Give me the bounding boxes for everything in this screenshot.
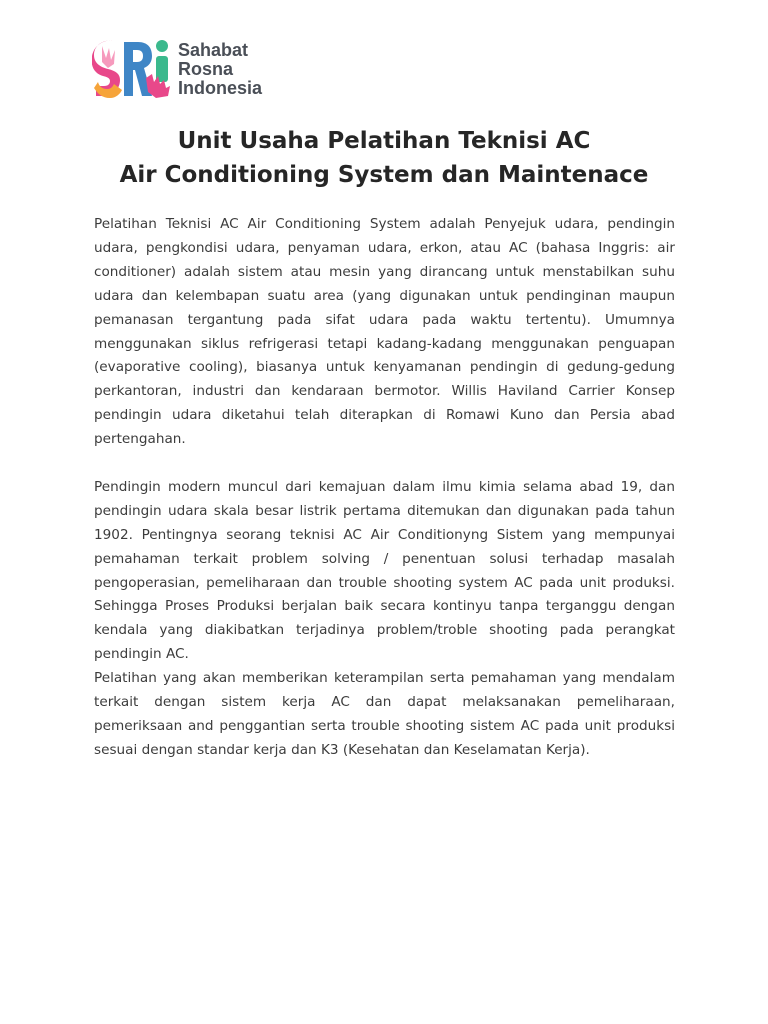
title-line-2: Air Conditioning System dan Maintenace — [119, 162, 649, 188]
logo-name-line-3: Indonesia — [178, 77, 263, 98]
document-title — [0, 124, 768, 192]
title-line-1: Unit Usaha Pelatihan Teknisi AC — [177, 128, 591, 154]
logo-name-line-2: Rosna — [178, 58, 234, 79]
paragraph-2: Pendingin modern muncul dari kemajuan dalam ilmu kimia selama abad 19, dan pendingin udara skala besar listrik pertama ditemukan dan digunakan pada tahun 1902. Pentingnya seorang teknisi AC Air Conditionyng Sistem yang mempunyai pemahaman terkait problem solving / penentuan solusi terhadap masalah pengoperasian, pemeliharaan dan trouble shooting system AC pada unit produksi. Sehingga Proses Produksi berjalan baik secara kontinyu tanpa terganggu dengan kendala yang diakibatkan terjadinya problem/troble shooting pada perangkat pendingin AC. — [94, 478, 675, 663]
sri-logo-mark-icon — [92, 38, 172, 100]
paragraph-1: Pelatihan Teknisi AC Air Conditioning System adalah Penyejuk udara, pendingin udara, pengkondisi udara, penyaman udara, erkon, atau AC (bahasa Inggris: air conditioner) adalah sistem atau mesin yang dirancang untuk menstabilkan suhu udara dan kelembapan suatu area (yang digunakan untuk pendinginan maupun pemanasan tergantung pada sifat udara pada waktu tertentu). Umumnya menggunakan siklus refrigerasi tetapi kadang-kadang menggunakan penguapan (evaporative cooling), biasanya untuk kenyamanan pendingin di gedung-gedung perkantoran, industri dan kendaraan bermotor. Willis Haviland Carrier Konsep pendingin udara diketahui telah diterapkan di Romawi Kuno dan Persia abad pertengahan. — [94, 216, 675, 448]
paragraph-spacer — [94, 452, 675, 476]
paragraph-3: Pelatihan yang akan memberikan keterampilan serta pemahaman yang mendalam terkait dengan sistem kerja AC dan dapat melaksanakan pemeliharaan, pemeriksaan and penggantian serta trouble shooting sistem AC pada unit produksi sesuai dengan standar kerja dan K3 (Kesehatan dan Keselamatan Kerja). — [94, 670, 675, 758]
organization-logo — [92, 38, 262, 100]
document-body — [94, 213, 675, 763]
logo-name-line-1: Sahabat — [178, 39, 249, 60]
organization-name — [178, 41, 262, 98]
